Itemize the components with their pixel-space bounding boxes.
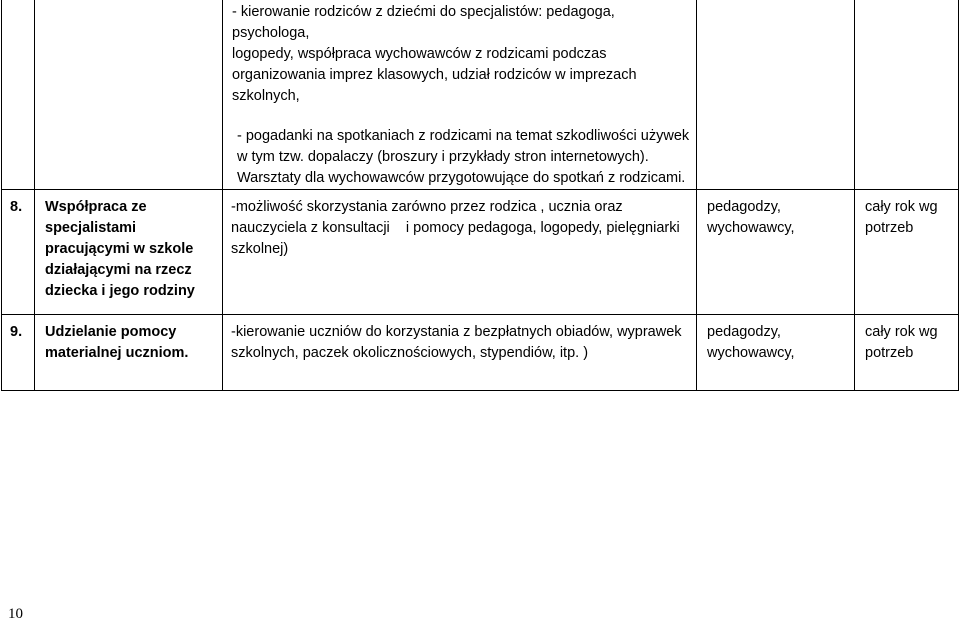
page-number: 10	[8, 606, 23, 622]
cell-description	[223, 190, 697, 315]
table-row	[2, 190, 959, 315]
row-responsible: pedagodzy, wychowawcy,	[707, 324, 795, 361]
row-description: -kierowanie uczniów do korzystania z bezpłatnych obiadów, wyprawek szkolnych, paczek okolicznościowych, stypendiów, itp. )	[231, 324, 682, 361]
continuation-paragraph-2: - pogadanki na spotkaniach z rodzicami na temat szkodliwości używek w tym tzw. dopalaczy (broszury i przykłady stron internetowych). Warsztaty dla wychowawców przygotowujące do spotkań z rodzicami.	[237, 128, 690, 186]
cell-responsible-empty	[697, 0, 855, 190]
row-timing: cały rok wg potrzeb	[865, 324, 938, 361]
cell-timing	[855, 315, 959, 391]
cell-area-empty	[35, 0, 223, 190]
row-area: Udzielanie pomocy materialnej uczniom.	[45, 324, 189, 361]
cell-number	[2, 315, 35, 391]
table-row-continuation	[2, 0, 959, 190]
cell-timing	[855, 190, 959, 315]
cell-description-continuation	[223, 0, 697, 190]
continuation-paragraph-1: - kierowanie rodziców z dziećmi do specjalistów: pedagoga, psychologa, logopedy, współpraca wychowawców z rodzicami podczas organizowania imprez klasowych, udział rodziców w imprezach szkolnych,	[232, 4, 637, 104]
cell-number	[2, 190, 35, 315]
cell-number-empty	[2, 0, 35, 190]
cell-area	[35, 315, 223, 391]
row-responsible: pedagodzy, wychowawcy,	[707, 199, 795, 236]
table-row	[2, 315, 959, 391]
row-number: 9.	[10, 324, 23, 340]
cell-responsible	[697, 190, 855, 315]
row-area: Współpraca ze specjalistami pracującymi w szkole działającymi na rzecz dziecka i jego rodziny	[45, 199, 195, 299]
cell-timing-empty	[855, 0, 959, 190]
activities-table	[1, 0, 959, 391]
cell-description	[223, 315, 697, 391]
row-timing: cały rok wg potrzeb	[865, 199, 938, 236]
cell-responsible	[697, 315, 855, 391]
row-description: -możliwość skorzystania zarówno przez rodzica , ucznia oraz nauczyciela z konsultacji i pomocy pedagoga, logopedy, pielęgniarki szkolnej)	[231, 199, 684, 257]
row-number: 8.	[10, 199, 23, 215]
cell-area	[35, 190, 223, 315]
